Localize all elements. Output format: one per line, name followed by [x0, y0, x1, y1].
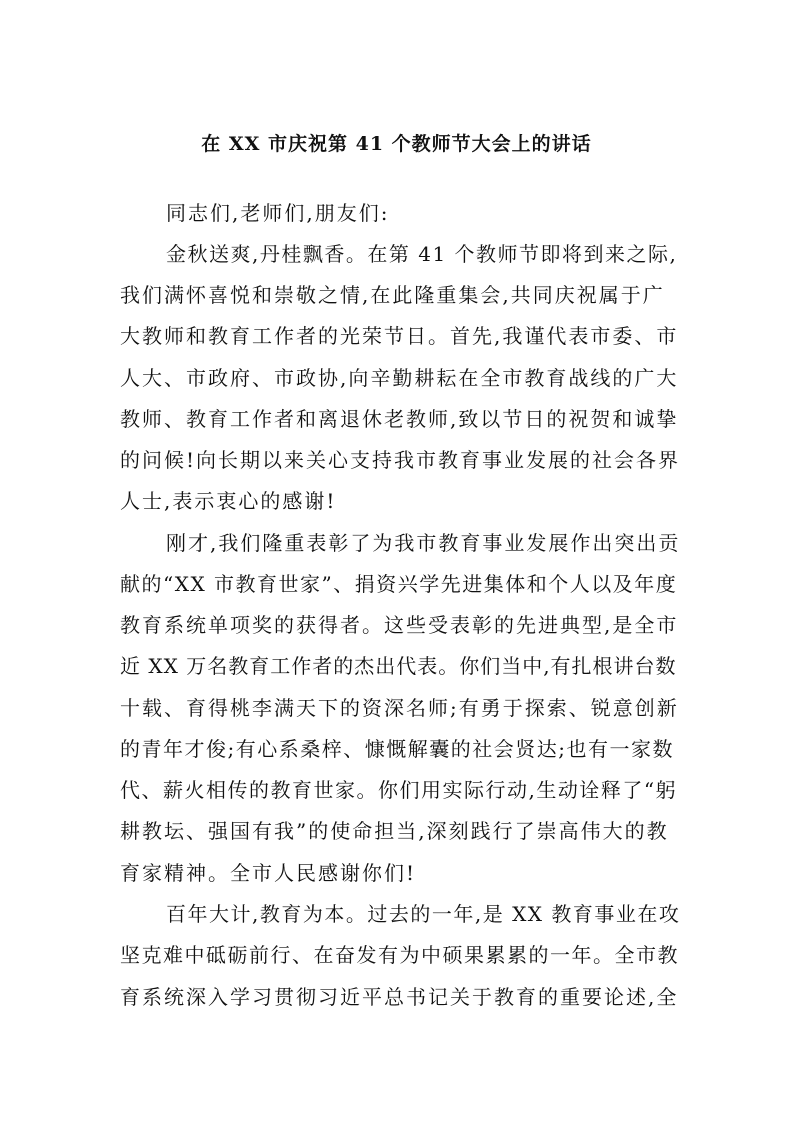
paragraph-1-line-4: 人大、市政府、市政协,向辛勤耕耘在全市教育战线的广大: [120, 366, 679, 390]
paragraph-3-line-3: 育系统深入学习贯彻习近平总书记关于教育的重要论述,全: [120, 985, 679, 1009]
paragraph-2-line-2: 献的“XX 市教育世家”、捐资兴学先进集体和个人以及年度: [120, 572, 678, 596]
paragraph-1-line-7: 人士,表示衷心的感谢!: [120, 489, 337, 513]
paragraph-2-line-3: 教育系统单项奖的获得者。这些受表彰的先进典型,是全市: [120, 613, 679, 637]
paragraph-1-line-5: 教师、教育工作者和离退休老教师,致以节日的祝贺和诚挚: [120, 407, 679, 431]
paragraph-1-line-2: 我们满怀喜悦和崇敬之情,在此隆重集会,共同庆祝属于广: [120, 283, 665, 307]
paragraph-2-line-1: 刚才,我们隆重表彰了为我市教育事业发展作出突出贡: [166, 531, 681, 555]
paragraph-2-line-8: 耕教坛、强国有我”的使命担当,深刻践行了崇高伟大的教: [120, 819, 669, 843]
paragraph-2-line-5: 十载、育得桃李满天下的资深名师;有勇于探索、锐意创新: [120, 696, 679, 720]
paragraph-2-line-4: 近 XX 万名教育工作者的杰出代表。你们当中,有扎根讲台数: [120, 654, 677, 678]
paragraph-1-line-1: 金秋送爽,丹桂飘香。在第 41 个教师节即将到来之际,: [166, 242, 678, 266]
paragraph-3-line-2: 坚克难中砥砺前行、在奋发有为中硕果累累的一年。全市教: [120, 943, 679, 967]
paragraph-2-line-7: 代、薪火相传的教育世家。你们用实际行动,生动诠释了“躬: [120, 778, 678, 802]
speech-title: 在 XX 市庆祝第 41 个教师节大会上的讲话: [201, 133, 592, 155]
salutation-line: 同志们,老师们,朋友们:: [166, 201, 390, 225]
paragraph-2-line-9: 育家精神。全市人民感谢你们!: [120, 861, 417, 885]
paragraph-2-line-6: 的青年才俊;有心系桑梓、慷慨解囊的社会贤达;也有一家数: [120, 737, 674, 761]
paragraph-1-line-6: 的问候!向长期以来关心支持我市教育事业发展的社会各界: [120, 448, 681, 472]
paragraph-1-line-3: 大教师和教育工作者的光荣节日。首先,我谨代表市委、市: [120, 324, 679, 348]
paragraph-3-line-1: 百年大计,教育为本。过去的一年,是 XX 教育事业在攻: [166, 902, 681, 926]
